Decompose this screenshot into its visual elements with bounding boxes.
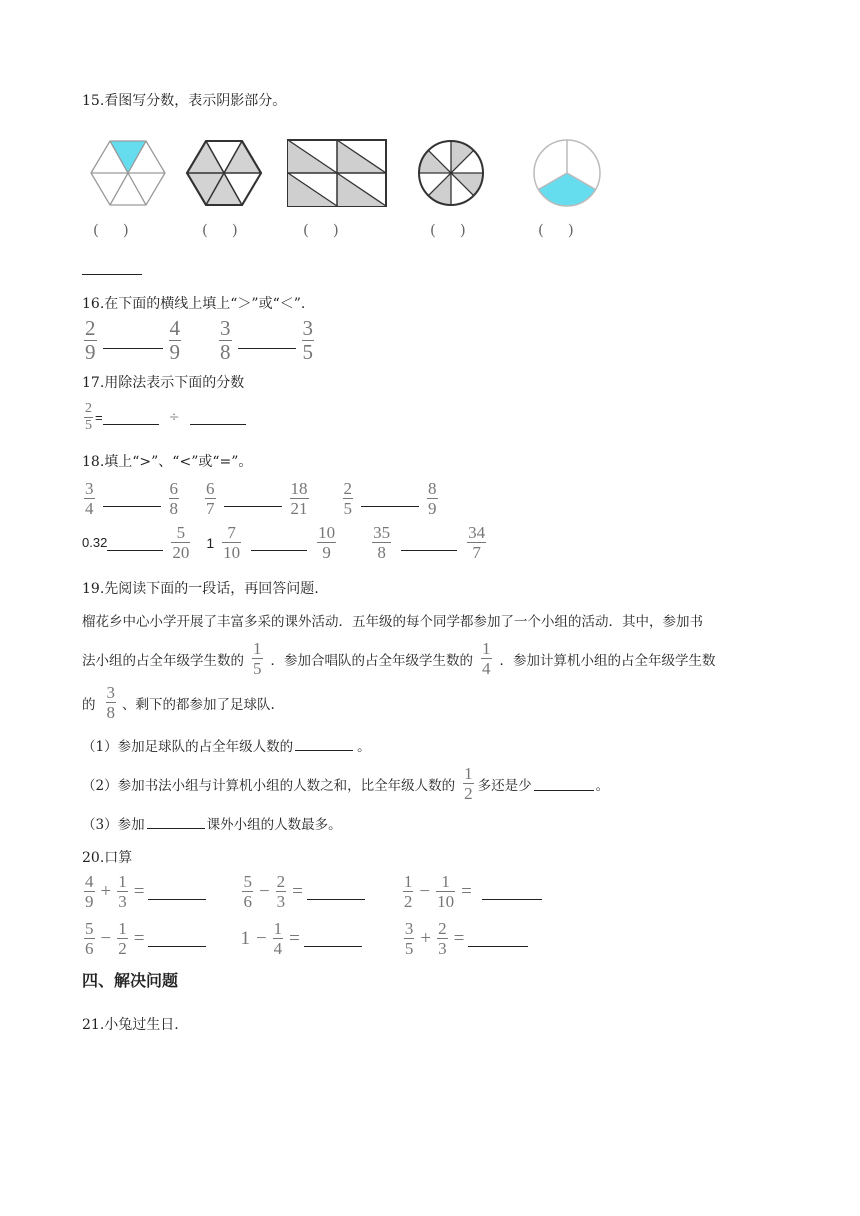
q15-figures (82, 135, 622, 215)
circle-figure-2 (534, 140, 600, 206)
q18-row-2 (82, 524, 488, 561)
divisor-blank[interactable] (190, 410, 246, 425)
answer-parens-3: () (303, 221, 363, 239)
answer-blank[interactable] (295, 736, 353, 751)
q20-row-1: $\frac{4}{9}$ + $\frac{1}{3}$ = $\frac{5}{6}$ − $\frac{2}{3}$ = $\frac{1}{2}$ − $\frac{1}{10}$ = (82, 873, 542, 910)
answer-blank[interactable] (534, 776, 594, 791)
fraction: $\frac{1}{2}$ (464, 764, 473, 803)
q18-row-1 (82, 480, 440, 517)
fraction: $\frac{3}{5}$ (302, 316, 313, 364)
fraction: $\frac{1}{2}$ (403, 872, 413, 911)
fraction: $\frac{4}{9}$ (169, 316, 180, 364)
whole-number: 1 (240, 927, 250, 949)
q19-sub-2: （2）参加书法小组与计算机小组的人数之和，比全年级人数的 $\frac{1}{2}$ 多还是少 。 (82, 764, 610, 803)
fraction: $\frac{3}{8}$ (106, 683, 115, 722)
q18-title: 18.填上“>”、“<”或“=”。 (82, 454, 253, 470)
q17-row (82, 402, 246, 433)
fraction: $\frac{1}{5}$ (253, 639, 262, 678)
fraction: $\frac{1}{4}$ (482, 639, 491, 678)
q15-answer-blank[interactable] (82, 258, 142, 275)
q15-title: 15.看图写分数，表示阴影部分。 (82, 93, 287, 109)
answer-parens-4: () (430, 221, 490, 239)
answer-blank[interactable] (468, 930, 528, 947)
q19-paragraph-line-3: 的 $\frac{3}{8}$ 、剩下的都参加了足球队. (82, 683, 275, 722)
fraction: $\frac{1}{2}$ (118, 919, 127, 958)
fraction: $\frac{8}{9}$ (428, 479, 437, 518)
fraction: $\frac{3}{8}$ (220, 316, 231, 364)
q19-paragraph-line-2: 法小组的占全年级学生数的 $\frac{1}{5}$ ．参加合唱队的占全年级学生数的 $\frac{1}{4}$ ．参加计算机小组的占全年级学生数 (82, 639, 716, 678)
fraction: $\frac{4}{9}$ (85, 872, 94, 911)
dividend-blank[interactable] (103, 410, 159, 425)
hexagon-figure-2 (187, 141, 261, 205)
answer-blank[interactable] (304, 930, 362, 947)
equals-sign: = (95, 410, 103, 425)
fraction: $\frac{2}{5}$ (85, 401, 92, 433)
fraction: $\frac{18}{21}$ (290, 479, 308, 518)
q19-paragraph-line-1: 榴花乡中心小学开展了丰富多采的课外活动．五年级的每个同学都参加了一个小组的活动．其中，参加书 (82, 614, 703, 630)
answer-blank[interactable] (482, 883, 542, 900)
answer-blank[interactable] (148, 930, 206, 947)
fraction: $\frac{1}{10}$ (437, 872, 455, 911)
compare-blank[interactable] (107, 534, 163, 551)
fraction: $\frac{10}{9}$ (318, 523, 336, 562)
fraction: $\frac{7}{10}$ (223, 523, 241, 562)
fraction: $\frac{5}{6}$ (243, 872, 252, 911)
whole-number: 1 (206, 534, 215, 551)
fraction: $\frac{6}{7}$ (206, 479, 215, 518)
divide-sign: ÷ (168, 410, 180, 425)
q16-row (82, 318, 316, 363)
q19-sub-1: （1）参加足球队的占全年级人数的 。 (82, 735, 371, 755)
section-heading: 四、解决问题 (82, 971, 179, 990)
answer-parens-1: () (93, 221, 153, 239)
fraction: $\frac{3}{4}$ (85, 479, 94, 518)
fraction: $\frac{35}{8}$ (373, 523, 391, 562)
q19-title: 19.先阅读下面的一段话，再回答问题. (82, 581, 319, 597)
fraction: $\frac{5}{20}$ (172, 523, 190, 562)
q19-sub-3: （3）参加 课外小组的人数最多。 (82, 813, 342, 833)
fraction: $\frac{3}{5}$ (404, 919, 414, 958)
compare-blank[interactable] (401, 534, 457, 551)
circle-figure-1 (419, 141, 483, 205)
answer-parens-2: () (202, 221, 262, 239)
fraction: $\frac{1}{3}$ (118, 872, 127, 911)
q21-title: 21.小兔过生日. (82, 1017, 179, 1033)
q16-title: 16.在下面的横线上填上“＞”或“＜”. (82, 296, 306, 312)
fraction: $\frac{34}{7}$ (468, 523, 486, 562)
decimal-value: 0.32 (82, 535, 108, 550)
fraction: $\frac{2}{3}$ (438, 919, 447, 958)
compare-blank[interactable] (251, 534, 307, 551)
fraction: $\frac{2}{5}$ (343, 479, 352, 518)
hexagon-figure-1 (91, 141, 165, 205)
fraction: $\frac{5}{6}$ (85, 919, 94, 958)
q20-row-2: $\frac{5}{6}$ − $\frac{1}{2}$ = 1 − $\frac{1}{4}$ = $\frac{3}{5}$ + $\frac{2}{3}$ = (82, 920, 528, 957)
fraction: $\frac{1}{4}$ (273, 919, 283, 958)
compare-blank[interactable] (361, 490, 419, 507)
compare-blank[interactable] (103, 332, 163, 349)
fraction: $\frac{6}{8}$ (169, 479, 178, 518)
q20-title: 20.口算 (82, 850, 133, 866)
fraction: $\frac{2}{9}$ (85, 316, 96, 364)
rectangle-figure (288, 140, 386, 206)
answer-parens-5: () (538, 221, 598, 239)
compare-blank[interactable] (238, 332, 296, 349)
compare-blank[interactable] (103, 490, 161, 507)
fraction: $\frac{2}{3}$ (276, 872, 286, 911)
answer-blank[interactable] (148, 883, 206, 900)
answer-blank[interactable] (307, 883, 365, 900)
answer-blank[interactable] (147, 814, 205, 829)
q17-title: 17.用除法表示下面的分数 (82, 375, 245, 391)
compare-blank[interactable] (224, 490, 282, 507)
